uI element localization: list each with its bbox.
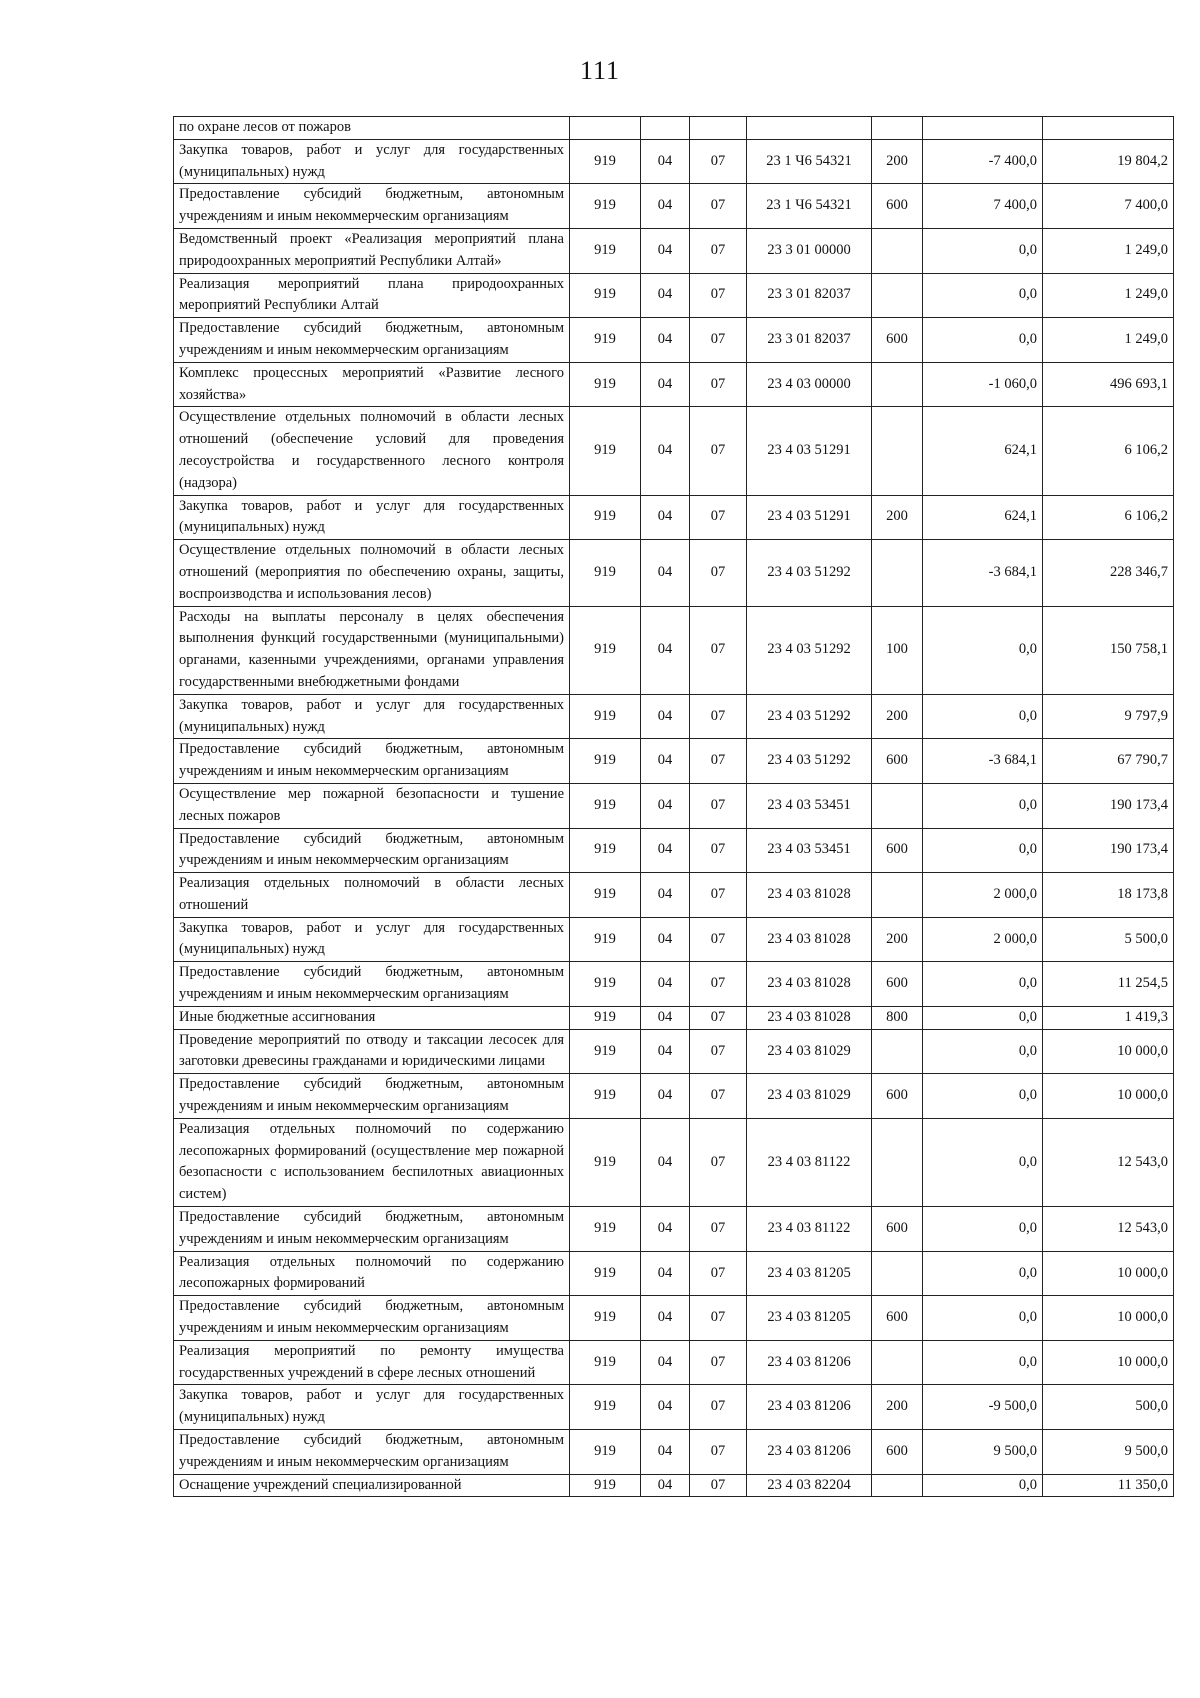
target-article-cell: 23 4 03 81205: [747, 1296, 872, 1341]
total-amount-cell: 1 419,3: [1043, 1006, 1174, 1029]
table-row: [174, 318, 1174, 363]
table-row: [174, 495, 1174, 540]
target-article-cell: 23 4 03 81206: [747, 1430, 872, 1475]
table-row: [174, 1385, 1174, 1430]
target-article-cell: 23 4 03 51292: [747, 739, 872, 784]
expense-name-cell: Закупка товаров, работ и услуг для государственных (муниципальных) нужд: [174, 694, 570, 739]
expense-name-cell: Осуществление отдельных полномочий в области лесных отношений (мероприятия по обеспечению охраны, защиты, воспроизводства и использования лесов): [174, 540, 570, 606]
table-row: [174, 739, 1174, 784]
target-article-cell: 23 4 03 81206: [747, 1340, 872, 1385]
target-article-cell: 23 4 03 81028: [747, 962, 872, 1007]
target-article-cell: 23 4 03 51292: [747, 606, 872, 694]
total-amount-cell: 10 000,0: [1043, 1029, 1174, 1074]
expense-type-cell: [872, 362, 923, 407]
subsection-code-cell: 07: [690, 1029, 747, 1074]
total-amount-cell: 6 106,2: [1043, 407, 1174, 495]
table-row: [174, 540, 1174, 606]
ministry-code-cell: 919: [570, 540, 641, 606]
section-code-cell: 04: [641, 1006, 690, 1029]
ministry-code-cell: 919: [570, 1029, 641, 1074]
table-row: [174, 1296, 1174, 1341]
ministry-code-cell: 919: [570, 1207, 641, 1252]
table-row: [174, 1474, 1174, 1497]
total-amount-cell: 12 543,0: [1043, 1118, 1174, 1206]
ministry-code-cell: 919: [570, 273, 641, 318]
subsection-code-cell: 07: [690, 407, 747, 495]
ministry-code-cell: 919: [570, 318, 641, 363]
subsection-code-cell: 07: [690, 1385, 747, 1430]
change-amount-cell: 0,0: [923, 783, 1043, 828]
change-amount-cell: -3 684,1: [923, 540, 1043, 606]
expense-type-cell: 800: [872, 1006, 923, 1029]
expense-name-cell: Проведение мероприятий по отводу и таксации лесосек для заготовки древесины гражданами и юридическими лицами: [174, 1029, 570, 1074]
section-code-cell: 04: [641, 1474, 690, 1497]
target-article-cell: 23 4 03 53451: [747, 828, 872, 873]
change-amount-cell: 0,0: [923, 1296, 1043, 1341]
total-amount-cell: 496 693,1: [1043, 362, 1174, 407]
total-amount-cell: 1 249,0: [1043, 273, 1174, 318]
expense-type-cell: [872, 1251, 923, 1296]
subsection-code-cell: 07: [690, 362, 747, 407]
change-amount-cell: 7 400,0: [923, 184, 1043, 229]
total-amount-cell: 7 400,0: [1043, 184, 1174, 229]
section-code-cell: 04: [641, 739, 690, 784]
change-amount-cell: 0,0: [923, 1006, 1043, 1029]
table-row: [174, 1118, 1174, 1206]
change-amount-cell: 0,0: [923, 1207, 1043, 1252]
target-article-cell: 23 3 01 82037: [747, 318, 872, 363]
target-article-cell: 23 4 03 51292: [747, 694, 872, 739]
ministry-code-cell: 919: [570, 1430, 641, 1475]
expense-type-cell: 600: [872, 1430, 923, 1475]
change-amount-cell: 9 500,0: [923, 1430, 1043, 1475]
table-row: [174, 873, 1174, 918]
subsection-code-cell: 07: [690, 606, 747, 694]
subsection-code-cell: 07: [690, 184, 747, 229]
subsection-code-cell: 07: [690, 540, 747, 606]
total-amount-cell: 12 543,0: [1043, 1207, 1174, 1252]
expense-name-cell: Предоставление субсидий бюджетным, автономным учреждениям и иным некоммерческим организациям: [174, 318, 570, 363]
change-amount-cell: 0,0: [923, 1074, 1043, 1119]
subsection-code-cell: 07: [690, 962, 747, 1007]
table-row: [174, 783, 1174, 828]
ministry-code-cell: 919: [570, 1074, 641, 1119]
table-row: [174, 228, 1174, 273]
section-code-cell: 04: [641, 828, 690, 873]
total-amount-cell: 67 790,7: [1043, 739, 1174, 784]
table-row: [174, 184, 1174, 229]
target-article-cell: 23 4 03 51291: [747, 407, 872, 495]
total-amount-cell: 10 000,0: [1043, 1074, 1174, 1119]
expense-name-cell: Предоставление субсидий бюджетным, автономным учреждениям и иным некоммерческим организациям: [174, 1430, 570, 1475]
total-amount-cell: 19 804,2: [1043, 139, 1174, 184]
total-amount-cell: 5 500,0: [1043, 917, 1174, 962]
expense-name-cell: Предоставление субсидий бюджетным, автономным учреждениям и иным некоммерческим организациям: [174, 184, 570, 229]
change-amount-cell: [923, 117, 1043, 140]
expense-name-cell: по охране лесов от пожаров: [174, 117, 570, 140]
page-number: 111: [579, 56, 621, 85]
table-row: [174, 606, 1174, 694]
target-article-cell: 23 4 03 81206: [747, 1385, 872, 1430]
ministry-code-cell: 919: [570, 606, 641, 694]
ministry-code-cell: 919: [570, 694, 641, 739]
target-article-cell: 23 1 Ч6 54321: [747, 184, 872, 229]
section-code-cell: [641, 117, 690, 140]
ministry-code-cell: 919: [570, 1474, 641, 1497]
ministry-code-cell: 919: [570, 962, 641, 1007]
change-amount-cell: 0,0: [923, 606, 1043, 694]
target-article-cell: 23 4 03 82204: [747, 1474, 872, 1497]
section-code-cell: 04: [641, 1118, 690, 1206]
section-code-cell: 04: [641, 873, 690, 918]
section-code-cell: 04: [641, 917, 690, 962]
section-code-cell: 04: [641, 1251, 690, 1296]
subsection-code-cell: 07: [690, 1296, 747, 1341]
total-amount-cell: 6 106,2: [1043, 495, 1174, 540]
ministry-code-cell: 919: [570, 873, 641, 918]
table-row: [174, 1074, 1174, 1119]
target-article-cell: 23 4 03 51292: [747, 540, 872, 606]
expense-name-cell: Закупка товаров, работ и услуг для государственных (муниципальных) нужд: [174, 1385, 570, 1430]
expense-name-cell: Иные бюджетные ассигнования: [174, 1006, 570, 1029]
change-amount-cell: 0,0: [923, 318, 1043, 363]
total-amount-cell: 18 173,8: [1043, 873, 1174, 918]
subsection-code-cell: 07: [690, 139, 747, 184]
ministry-code-cell: 919: [570, 783, 641, 828]
expense-name-cell: Осуществление мер пожарной безопасности и тушение лесных пожаров: [174, 783, 570, 828]
target-article-cell: 23 4 03 51291: [747, 495, 872, 540]
change-amount-cell: 0,0: [923, 962, 1043, 1007]
expense-name-cell: Реализация отдельных полномочий по содержанию лесопожарных формирований (осуществление мер пожарной безопасности с использованием беспилотных авиационных систем): [174, 1118, 570, 1206]
subsection-code-cell: 07: [690, 1251, 747, 1296]
ministry-code-cell: 919: [570, 1296, 641, 1341]
expense-type-cell: [872, 407, 923, 495]
expense-name-cell: Комплекс процессных мероприятий «Развитие лесного хозяйства»: [174, 362, 570, 407]
table-row: [174, 407, 1174, 495]
ministry-code-cell: [570, 117, 641, 140]
ministry-code-cell: 919: [570, 917, 641, 962]
expense-type-cell: 600: [872, 1207, 923, 1252]
expense-name-cell: Предоставление субсидий бюджетным, автономным учреждениям и иным некоммерческим организациям: [174, 962, 570, 1007]
change-amount-cell: -3 684,1: [923, 739, 1043, 784]
total-amount-cell: 150 758,1: [1043, 606, 1174, 694]
ministry-code-cell: 919: [570, 362, 641, 407]
expense-type-cell: 200: [872, 495, 923, 540]
expense-type-cell: 200: [872, 917, 923, 962]
expense-name-cell: Закупка товаров, работ и услуг для государственных (муниципальных) нужд: [174, 139, 570, 184]
table-body: [174, 117, 1174, 1497]
ministry-code-cell: 919: [570, 828, 641, 873]
total-amount-cell: 1 249,0: [1043, 318, 1174, 363]
target-article-cell: 23 4 03 81028: [747, 873, 872, 918]
total-amount-cell: 228 346,7: [1043, 540, 1174, 606]
change-amount-cell: 0,0: [923, 1474, 1043, 1497]
change-amount-cell: 2 000,0: [923, 873, 1043, 918]
expense-type-cell: [872, 783, 923, 828]
subsection-code-cell: [690, 117, 747, 140]
total-amount-cell: 11 350,0: [1043, 1474, 1174, 1497]
subsection-code-cell: 07: [690, 828, 747, 873]
subsection-code-cell: 07: [690, 1340, 747, 1385]
table-row: [174, 1029, 1174, 1074]
ministry-code-cell: 919: [570, 184, 641, 229]
total-amount-cell: 190 173,4: [1043, 783, 1174, 828]
subsection-code-cell: 07: [690, 495, 747, 540]
expense-name-cell: Реализация мероприятий по ремонту имущества государственных учреждений в сфере лесных отношений: [174, 1340, 570, 1385]
table-row: [174, 117, 1174, 140]
section-code-cell: 04: [641, 1430, 690, 1475]
expense-name-cell: Реализация отдельных полномочий по содержанию лесопожарных формирований: [174, 1251, 570, 1296]
change-amount-cell: 624,1: [923, 407, 1043, 495]
expense-type-cell: 200: [872, 139, 923, 184]
ministry-code-cell: 919: [570, 1251, 641, 1296]
expense-type-cell: [872, 273, 923, 318]
section-code-cell: 04: [641, 1385, 690, 1430]
section-code-cell: 04: [641, 362, 690, 407]
expense-type-cell: [872, 228, 923, 273]
expense-name-cell: Закупка товаров, работ и услуг для государственных (муниципальных) нужд: [174, 917, 570, 962]
expense-name-cell: Закупка товаров, работ и услуг для государственных (муниципальных) нужд: [174, 495, 570, 540]
change-amount-cell: 0,0: [923, 1118, 1043, 1206]
subsection-code-cell: 07: [690, 318, 747, 363]
total-amount-cell: 9 500,0: [1043, 1430, 1174, 1475]
subsection-code-cell: 07: [690, 739, 747, 784]
target-article-cell: 23 4 03 81122: [747, 1118, 872, 1206]
total-amount-cell: 10 000,0: [1043, 1251, 1174, 1296]
change-amount-cell: 0,0: [923, 1251, 1043, 1296]
table-row: [174, 694, 1174, 739]
target-article-cell: 23 1 Ч6 54321: [747, 139, 872, 184]
subsection-code-cell: 07: [690, 873, 747, 918]
table-row: [174, 1006, 1174, 1029]
change-amount-cell: 0,0: [923, 1340, 1043, 1385]
expense-name-cell: Предоставление субсидий бюджетным, автономным учреждениям и иным некоммерческим организациям: [174, 739, 570, 784]
expense-type-cell: 200: [872, 1385, 923, 1430]
expense-type-cell: [872, 873, 923, 918]
expense-type-cell: [872, 1340, 923, 1385]
subsection-code-cell: 07: [690, 1118, 747, 1206]
table-row: [174, 1340, 1174, 1385]
section-code-cell: 04: [641, 694, 690, 739]
expense-name-cell: Оснащение учреждений специализированной: [174, 1474, 570, 1497]
total-amount-cell: 190 173,4: [1043, 828, 1174, 873]
table-row: [174, 362, 1174, 407]
total-amount-cell: 500,0: [1043, 1385, 1174, 1430]
ministry-code-cell: 919: [570, 228, 641, 273]
expense-type-cell: 100: [872, 606, 923, 694]
expense-type-cell: 600: [872, 962, 923, 1007]
target-article-cell: 23 3 01 00000: [747, 228, 872, 273]
subsection-code-cell: 07: [690, 273, 747, 318]
change-amount-cell: 0,0: [923, 694, 1043, 739]
total-amount-cell: 11 254,5: [1043, 962, 1174, 1007]
expense-name-cell: Осуществление отдельных полномочий в области лесных отношений (обеспечение условий для проведения лесоустройства и государственного лесного контроля (надзора): [174, 407, 570, 495]
expense-type-cell: 600: [872, 739, 923, 784]
subsection-code-cell: 07: [690, 228, 747, 273]
expense-type-cell: [872, 1474, 923, 1497]
expense-type-cell: [872, 540, 923, 606]
section-code-cell: 04: [641, 1029, 690, 1074]
section-code-cell: 04: [641, 184, 690, 229]
subsection-code-cell: 07: [690, 1207, 747, 1252]
expense-type-cell: 600: [872, 828, 923, 873]
section-code-cell: 04: [641, 540, 690, 606]
change-amount-cell: 0,0: [923, 273, 1043, 318]
section-code-cell: 04: [641, 495, 690, 540]
table-row: [174, 828, 1174, 873]
table-row: [174, 962, 1174, 1007]
change-amount-cell: 2 000,0: [923, 917, 1043, 962]
target-article-cell: 23 4 03 81122: [747, 1207, 872, 1252]
section-code-cell: 04: [641, 273, 690, 318]
change-amount-cell: 0,0: [923, 828, 1043, 873]
expense-type-cell: 200: [872, 694, 923, 739]
target-article-cell: 23 4 03 81028: [747, 917, 872, 962]
expense-name-cell: Предоставление субсидий бюджетным, автономным учреждениям и иным некоммерческим организациям: [174, 828, 570, 873]
change-amount-cell: 0,0: [923, 228, 1043, 273]
ministry-code-cell: 919: [570, 1340, 641, 1385]
total-amount-cell: [1043, 117, 1174, 140]
total-amount-cell: 9 797,9: [1043, 694, 1174, 739]
section-code-cell: 04: [641, 1296, 690, 1341]
section-code-cell: 04: [641, 228, 690, 273]
ministry-code-cell: 919: [570, 1006, 641, 1029]
table-row: [174, 917, 1174, 962]
change-amount-cell: -1 060,0: [923, 362, 1043, 407]
expense-type-cell: 600: [872, 318, 923, 363]
expense-name-cell: Расходы на выплаты персоналу в целях обеспечения выполнения функций государственными (муниципальными) органами, казенными учреждениями, органами управления государственными внебюджетными фондами: [174, 606, 570, 694]
ministry-code-cell: 919: [570, 139, 641, 184]
expense-type-cell: [872, 1118, 923, 1206]
target-article-cell: 23 3 01 82037: [747, 273, 872, 318]
ministry-code-cell: 919: [570, 495, 641, 540]
total-amount-cell: 10 000,0: [1043, 1296, 1174, 1341]
expense-name-cell: Предоставление субсидий бюджетным, автономным учреждениям и иным некоммерческим организациям: [174, 1207, 570, 1252]
expense-name-cell: Предоставление субсидий бюджетным, автономным учреждениям и иным некоммерческим организациям: [174, 1296, 570, 1341]
total-amount-cell: 10 000,0: [1043, 1340, 1174, 1385]
section-code-cell: 04: [641, 318, 690, 363]
table-row: [174, 1251, 1174, 1296]
expense-type-cell: [872, 1029, 923, 1074]
expense-type-cell: 600: [872, 1074, 923, 1119]
target-article-cell: 23 4 03 81029: [747, 1029, 872, 1074]
ministry-code-cell: 919: [570, 739, 641, 784]
ministry-code-cell: 919: [570, 407, 641, 495]
section-code-cell: 04: [641, 783, 690, 828]
subsection-code-cell: 07: [690, 917, 747, 962]
subsection-code-cell: 07: [690, 694, 747, 739]
change-amount-cell: 0,0: [923, 1029, 1043, 1074]
change-amount-cell: -7 400,0: [923, 139, 1043, 184]
section-code-cell: 04: [641, 1074, 690, 1119]
target-article-cell: [747, 117, 872, 140]
section-code-cell: 04: [641, 139, 690, 184]
subsection-code-cell: 07: [690, 1006, 747, 1029]
expense-name-cell: Предоставление субсидий бюджетным, автономным учреждениям и иным некоммерческим организациям: [174, 1074, 570, 1119]
expense-name-cell: Реализация мероприятий плана природоохранных мероприятий Республики Алтай: [174, 273, 570, 318]
target-article-cell: 23 4 03 81205: [747, 1251, 872, 1296]
subsection-code-cell: 07: [690, 1474, 747, 1497]
section-code-cell: 04: [641, 407, 690, 495]
section-code-cell: 04: [641, 1340, 690, 1385]
table-row: [174, 139, 1174, 184]
total-amount-cell: 1 249,0: [1043, 228, 1174, 273]
expense-type-cell: [872, 117, 923, 140]
expense-type-cell: 600: [872, 1296, 923, 1341]
expense-name-cell: Реализация отдельных полномочий в области лесных отношений: [174, 873, 570, 918]
subsection-code-cell: 07: [690, 783, 747, 828]
subsection-code-cell: 07: [690, 1430, 747, 1475]
table-row: [174, 273, 1174, 318]
expense-name-cell: Ведомственный проект «Реализация мероприятий плана природоохранных мероприятий Республики Алтай»: [174, 228, 570, 273]
change-amount-cell: 624,1: [923, 495, 1043, 540]
target-article-cell: 23 4 03 81029: [747, 1074, 872, 1119]
expense-type-cell: 600: [872, 184, 923, 229]
budget-table: [173, 116, 1174, 1497]
table-row: [174, 1430, 1174, 1475]
section-code-cell: 04: [641, 1207, 690, 1252]
ministry-code-cell: 919: [570, 1385, 641, 1430]
section-code-cell: 04: [641, 962, 690, 1007]
target-article-cell: 23 4 03 00000: [747, 362, 872, 407]
subsection-code-cell: 07: [690, 1074, 747, 1119]
target-article-cell: 23 4 03 53451: [747, 783, 872, 828]
ministry-code-cell: 919: [570, 1118, 641, 1206]
target-article-cell: 23 4 03 81028: [747, 1006, 872, 1029]
section-code-cell: 04: [641, 606, 690, 694]
change-amount-cell: -9 500,0: [923, 1385, 1043, 1430]
table-row: [174, 1207, 1174, 1252]
